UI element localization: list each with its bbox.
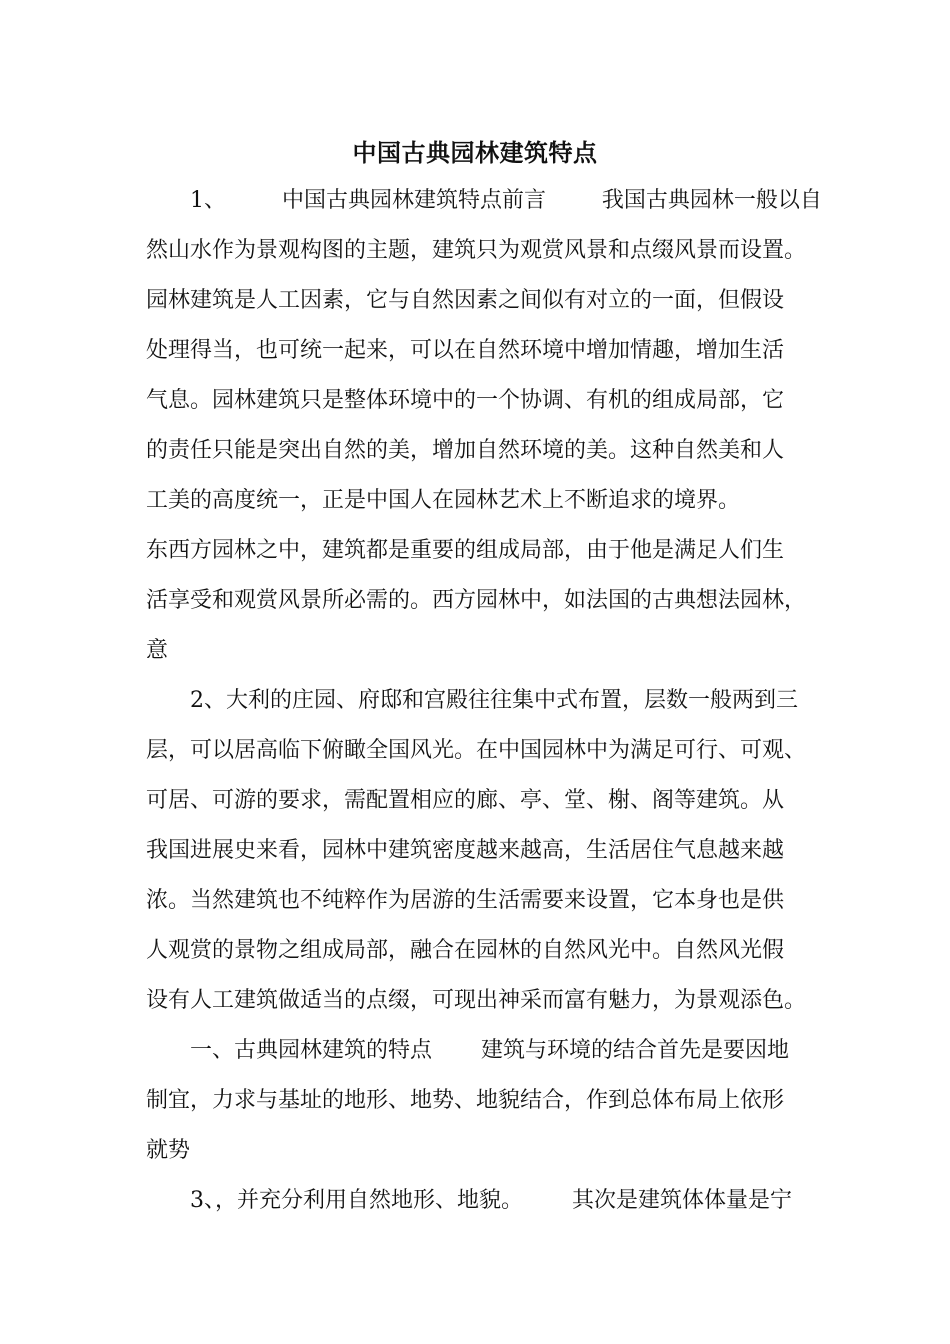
text-line: 处理得当，也可统一起来，可以在自然环境中增加情趣，增加生活 xyxy=(146,338,785,363)
text-line: 一、古典园林建筑的特点 建筑与环境的结合首先是要因地 xyxy=(190,1038,789,1063)
text-line: 2、大利的庄园、府邸和宫殿往往集中式布置，层数一般两到三 xyxy=(190,688,798,713)
text-line: 气息。园林建筑只是整体环境中的一个协调、有机的组成局部，它 xyxy=(146,388,785,413)
text-line: 可居、可游的要求，需配置相应的廊、亭、堂、榭、阁等建筑。从 xyxy=(146,788,785,813)
text-line: 层，可以居高临下俯瞰全国风光。在中国园林中为满足可行、可观、 xyxy=(146,738,807,763)
text-line: 浓。当然建筑也不纯粹作为居游的生活需要来设置，它本身也是供 xyxy=(146,888,785,913)
text-line: 人观赏的景物之组成局部，融合在园林的自然风光中。自然风光假 xyxy=(146,938,785,963)
text-line: 然山水作为景观构图的主题，建筑只为观赏风景和点缀风景而设置。 xyxy=(146,238,807,263)
text-line: 工美的高度统一，正是中国人在园林艺术上不断追求的境界。 xyxy=(146,488,741,513)
document-title: 中国古典园林建筑特点 xyxy=(352,139,598,167)
text-line: 活享受和观赏风景所必需的。西方园林中，如法国的古典想法园林， xyxy=(146,588,807,613)
text-line: 东西方园林之中，建筑都是重要的组成局部，由于他是满足人们生 xyxy=(146,538,785,563)
text-line: 意 xyxy=(146,638,169,663)
text-line: 制宜，力求与基址的地形、地势、地貌结合，作到总体布局上依形 xyxy=(146,1088,785,1113)
text-line: 园林建筑是人工因素，它与自然因素之间似有对立的一面，但假设 xyxy=(146,288,785,313)
text-line: 就势 xyxy=(146,1138,191,1163)
text-line: 的责任只能是突出自然的美，增加自然环境的美。这种自然美和人 xyxy=(146,438,785,463)
text-line: 我国进展史来看，园林中建筑密度越来越高，生活居住气息越来越 xyxy=(146,838,785,863)
text-line: 3、，并充分利用自然地形、地貌。 其次是建筑体体量是宁 xyxy=(190,1188,792,1213)
text-line: 1、 中国古典园林建筑特点前言 我国古典园林一般以自 xyxy=(190,188,822,213)
text-line: 设有人工建筑做适当的点缀，可现出神采而富有魅力，为景观添色。 xyxy=(146,988,807,1013)
